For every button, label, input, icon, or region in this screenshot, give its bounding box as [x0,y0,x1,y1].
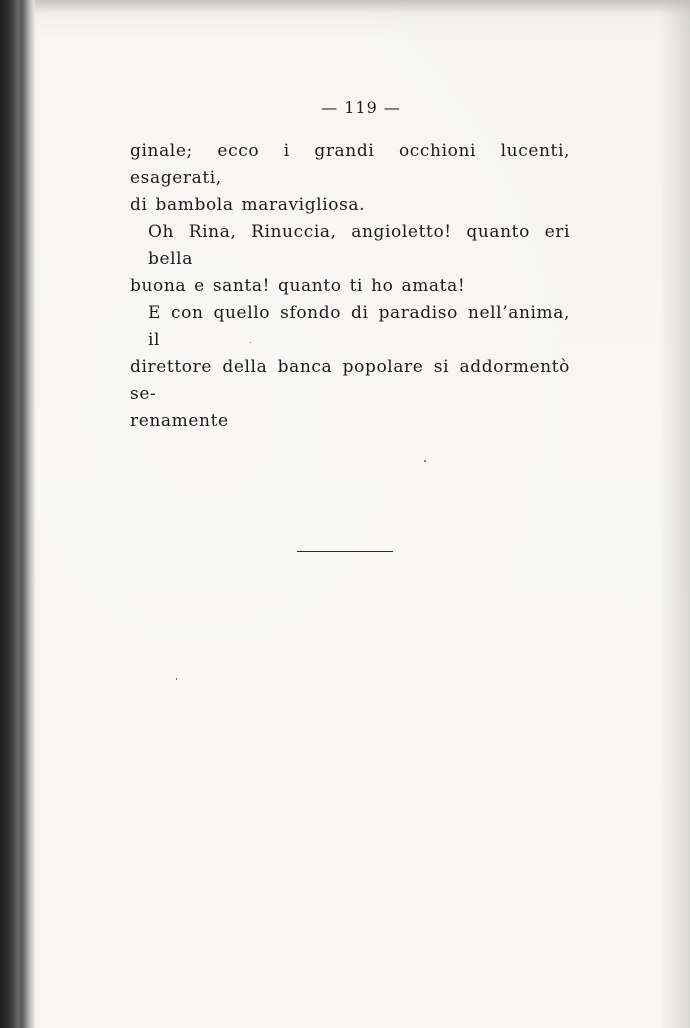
paper-speck [424,460,426,462]
top-page-shadow [0,0,690,14]
text-line-4: buona e santa! quanto ti ho amata! [130,276,466,296]
page-text-block [130,96,570,435]
right-page-shadow [660,0,690,1028]
text-line-5: E con quello sfondo di paradiso nell’anima, il [148,303,570,350]
paper-speck [176,678,177,680]
text-line-3: Oh Rina, Rinuccia, angioletto! quanto eri bella [148,222,570,269]
text-line-1: ginale; ecco i grandi occhioni lucenti, esagerati, [130,141,570,188]
text-line-2: di bambola maravigliosa. [130,195,366,215]
paper-speck [250,342,251,343]
text-line-6: direttore della banca popolare si addormentò se- [130,357,570,404]
book-spine-edge [0,0,36,1028]
text-line-7: renamente [130,411,229,431]
end-separator-rule [297,551,393,552]
page-number: — 119 — [321,98,401,117]
